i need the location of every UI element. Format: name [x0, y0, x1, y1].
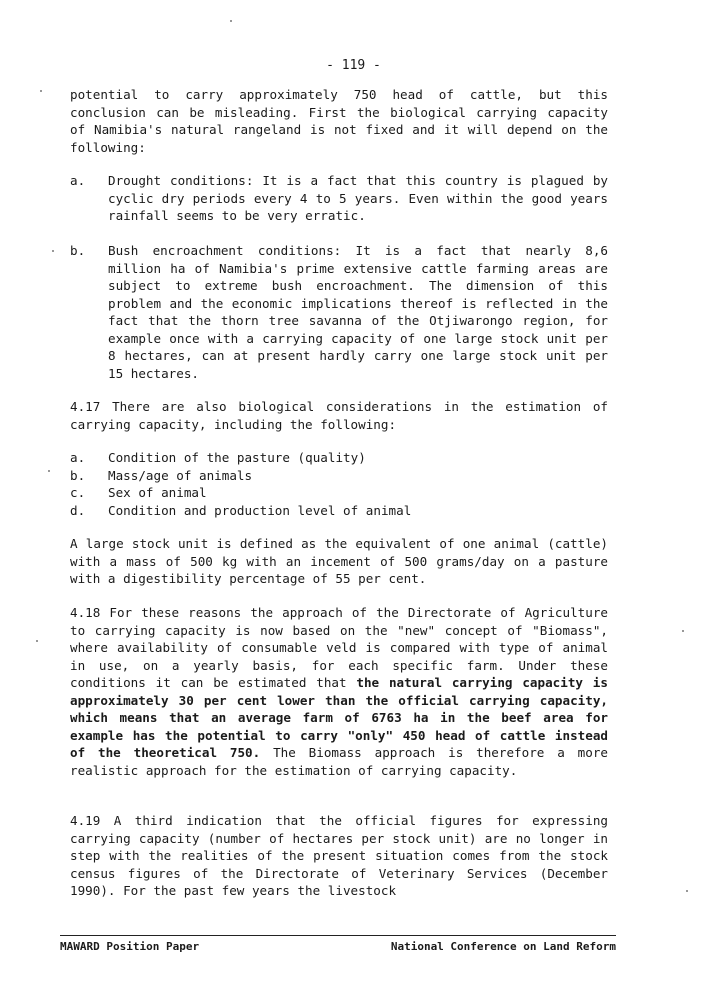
list-label: a.: [70, 173, 86, 188]
list-item: [70, 467, 608, 485]
list-item: [70, 484, 608, 502]
list-label: a.: [70, 450, 86, 465]
footer-divider: [60, 935, 616, 936]
footer-left: MAWARD Position Paper: [60, 940, 200, 953]
emphasized-text: the natural carrying capacity is approximately 30 per cent lower than the official carrying capacity, which means that an average farm of 6763 ha in the beef area for example has the potential to carry "only" 450 head of cattle instead of the theoretical 750.: [70, 675, 608, 760]
paragraph-4-17: 4.17 There are also biological considerations in the estimation of carrying capacity, including the following:: [70, 399, 608, 432]
scan-speck: [52, 250, 54, 252]
list-label: b.: [70, 243, 86, 258]
list-text: Condition and production level of animal: [108, 502, 412, 518]
list-item-drought: [70, 172, 608, 225]
list-text: Sex of animal: [108, 485, 207, 500]
list-item: [70, 502, 608, 520]
list-item: [70, 449, 608, 467]
scan-speck: [48, 470, 50, 472]
paragraph-text: 4.18 For these reasons the approach of the Directorate of Agriculture to carrying capacity is now based on the "new" concept of "Biomass", where availability of consumable veld is compared with type of animal in use, on a yearly basis, for each specific farm. Under these conditions it can be estimated that: [70, 605, 608, 690]
page-number: - 119 -: [326, 58, 381, 73]
scan-speck: [230, 20, 232, 22]
considerations-list: [70, 449, 608, 519]
list-label: c.: [70, 485, 86, 500]
list-item-bush-encroachment: [70, 242, 608, 382]
list-text: Drought conditions: It is a fact that this country is plagued by cyclic dry periods every 4 to 5 years. Even within the good years rainfall seems to be very erratic.: [108, 173, 608, 223]
list-text: Bush encroachment conditions: It is a fact that nearly 8,6 million ha of Namibia's prime extensive cattle farming areas are subject to extreme bush encroachment. The dimension of this problem and the economic implications thereof is reflected in the fact that the thorn tree savanna of the Otjiwarongo region, for example once with a carrying capacity of one large stock unit per 8 hectares, can at present hardly carry one large stock unit per 15 hectares.: [108, 243, 608, 381]
list-text: Mass/age of animals: [108, 467, 253, 483]
lsu-definition-paragraph: A large stock unit is defined as the equivalent of one animal (cattle) with a mass of 500 kg with an incement of 500 grams/day on a pasture with a digestibility percentage of 55 per cent.: [70, 536, 608, 586]
list-label: b.: [70, 467, 86, 483]
footer-right: National Conference on Land Reform: [390, 940, 616, 953]
scan-speck: [36, 640, 38, 642]
paragraph-4-19: 4.19 A third indication that the official figures for expressing carrying capacity (number of hectares per stock unit) are no longer in step with the realities of the present situation comes from the stock census figures of the Directorate of Veterinary Services (December 1990). For the past few years the livestock: [70, 813, 608, 898]
page-footer: [60, 940, 616, 953]
scan-speck: [40, 90, 42, 92]
intro-paragraph: potential to carry approximately 750 head of cattle, but this conclusion can be misleading. First the biological carrying capacity of Namibia's natural rangeland is not fixed and it will depend on the following:: [70, 87, 608, 155]
list-label: d.: [70, 502, 86, 518]
paragraph-text: The Biomass approach is therefore a more realistic approach for the estimation of carrying capacity.: [70, 745, 608, 778]
scan-speck: [682, 630, 684, 632]
paragraph-4-18: [70, 604, 608, 779]
scan-speck: [686, 890, 688, 892]
list-text: Condition of the pasture (quality): [108, 450, 366, 465]
